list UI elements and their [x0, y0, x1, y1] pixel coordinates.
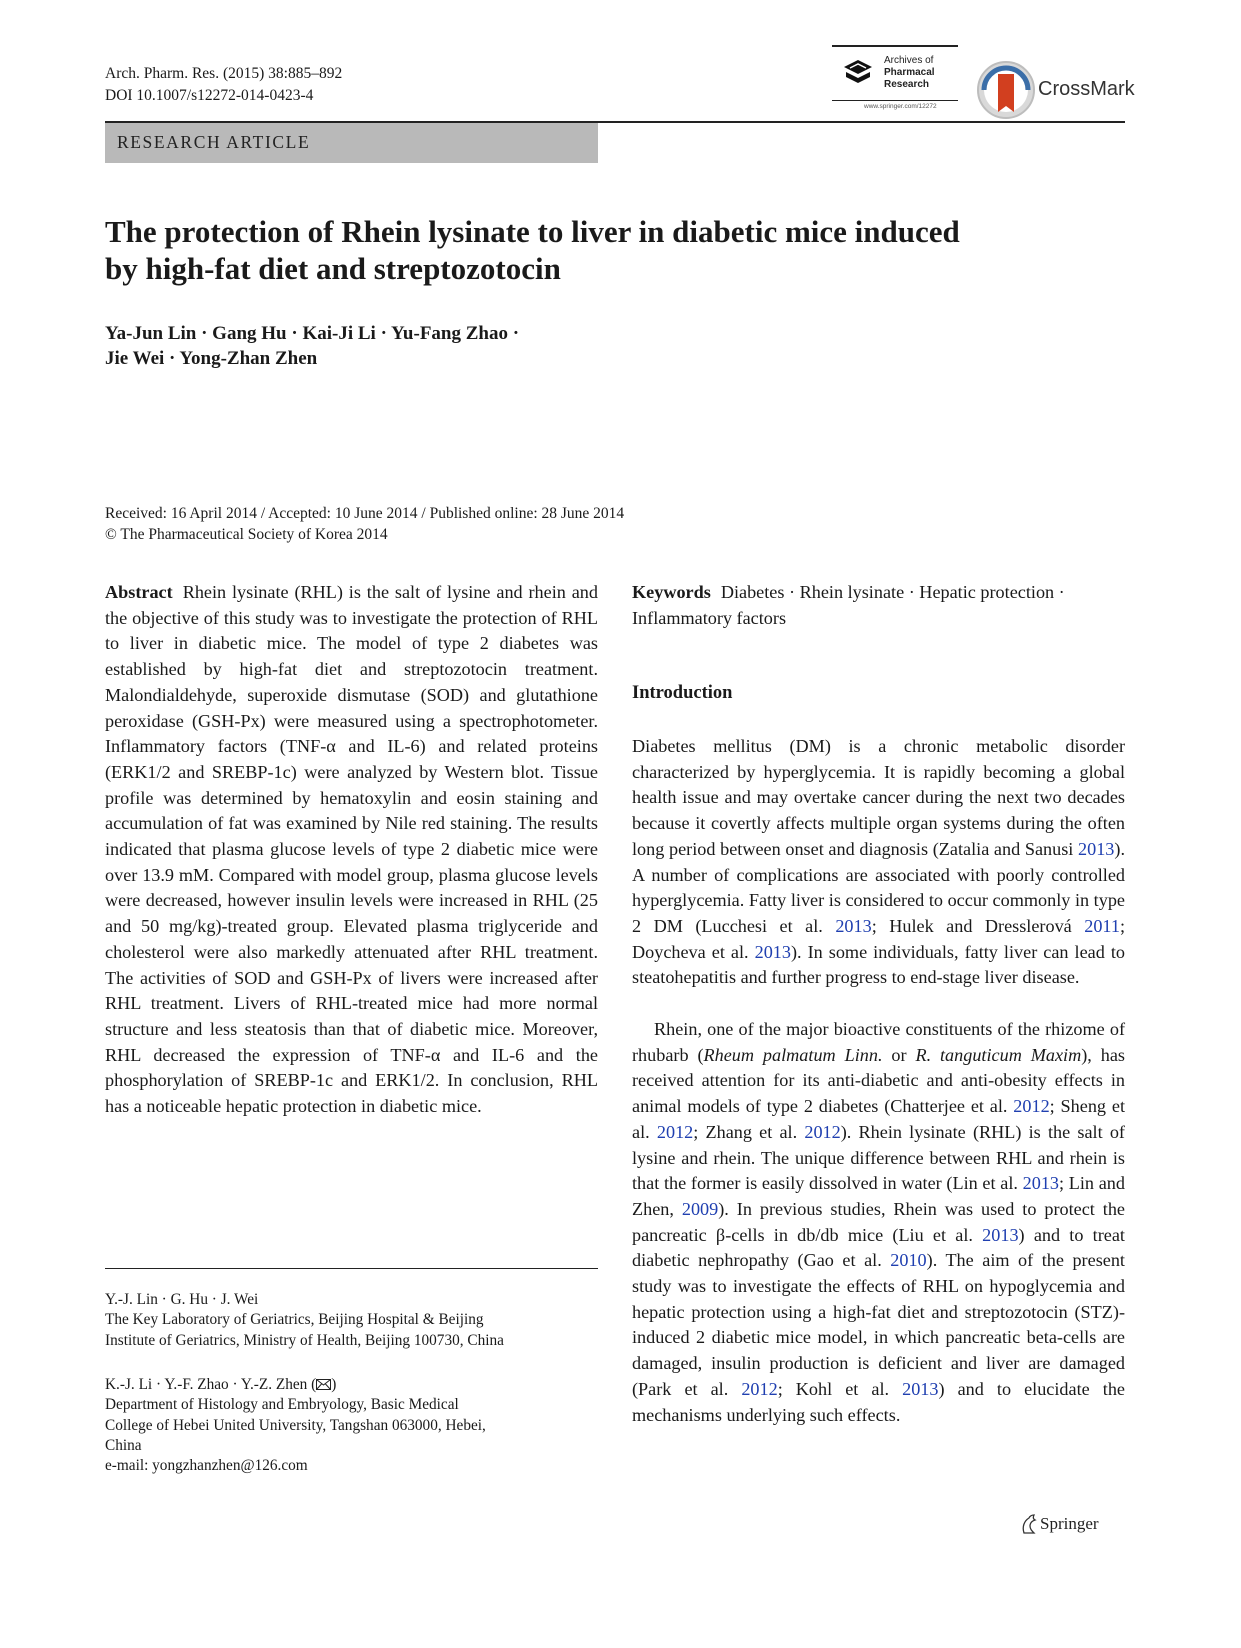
citation-link[interactable]: 2012 — [656, 1121, 694, 1142]
springer-horse-icon — [1020, 1513, 1038, 1535]
intro-paragraph-2 — [632, 1017, 1125, 1428]
journal-logo — [832, 45, 958, 111]
citation-link[interactable]: 2013 — [1022, 1173, 1060, 1194]
keywords — [632, 580, 1125, 631]
text-run: ; Lin and Zhen, — [632, 1173, 1125, 1219]
copyright-notice: © The Pharmaceutical Society of Korea 2014 — [105, 526, 388, 543]
text-run: Diabetes mellitus (DM) is a chronic metabolic disorder characterized by hyperglycemia. It is rapidly becoming a global health issue and may overtake cancer during the next two decades because it covertly affects multiple organ systems during the often long period between onset and diagnosis (Zatalia and Sanusi — [632, 736, 1125, 859]
citation-link[interactable]: 2012 — [1013, 1096, 1050, 1117]
text-run: ; Kohl et al. — [777, 1378, 903, 1399]
citation-link[interactable]: 2013 — [754, 941, 791, 962]
affiliation-1 — [105, 1290, 598, 1351]
article-title-line-2: by high-fat diet and streptozotocin — [105, 251, 561, 286]
citation-link[interactable]: 2013 — [835, 915, 872, 936]
journal-logo-rule-bottom — [832, 100, 958, 101]
text-run: ), has received attention for its anti-diabetic and anti-obesity effects in animal models of type 2 diabetes (Chatterjee et al. — [632, 1044, 1125, 1117]
citation-link[interactable]: 2012 — [804, 1121, 841, 1142]
keywords-text: Diabetes · Rhein lysinate · Hepatic protection · Inflammatory factors — [632, 582, 1065, 628]
text-run: ) and to treat diabetic nephropathy (Gao et al. — [632, 1224, 1125, 1271]
text-run: or — [882, 1044, 916, 1065]
doi: DOI 10.1007/s12272-014-0423-4 — [105, 87, 314, 104]
journal-name — [884, 55, 935, 91]
journal-book-icon — [842, 58, 874, 88]
citation-link[interactable]: 2011 — [1084, 915, 1120, 936]
affiliation-line: Department of Histology and Embryology, Basic Medical — [105, 1396, 459, 1414]
abstract — [105, 580, 598, 1120]
section-heading-introduction: Introduction — [632, 683, 733, 703]
species-name: R. tanguticum Maxim — [915, 1044, 1082, 1065]
text-run: Rhein, one of the major bioactive constituents of the rhizome of rhubarb ( — [632, 1019, 1125, 1065]
intro-paragraph-1 — [632, 734, 1125, 991]
history-dates: Received: 16 April 2014 / Accepted: 10 June 2014 / Published online: 28 June 2014 — [105, 505, 625, 522]
abstract-label: Abstract — [105, 582, 173, 602]
abstract-text: Rhein lysinate (RHL) is the salt of lysine and rhein and the objective of this study was to investigate the protection of RHL to liver in diabetic mice. The model of type 2 diabetes was established by high-fat diet and streptozotocin treatment. Malondialdehyde, superoxide dismutase (SOD) and glutathione peroxidase (GSH-Px) were measured using a spectrophotometer. Inflammatory factors (TNF-α and IL-6) and related proteins (ERK1/2 and SREBP-1c) were analyzed by Western blot. Tissue profile was determined by hematoxylin and eosin staining and accumulation of fat was examined by Nile red staining. The results indicated that plasma glucose levels of type 2 diabetic mice were over 13.9 mM. Compared with model group, plasma glucose levels were decreased, however insulin levels were increased in RHL (25 and 50 mg/kg)-treated group. Elevated plasma triglyceride and cholesterol were also markedly attenuated after RHL treatment. The activities of SOD and GSH-Px of livers were increased after RHL treatment. Livers of RHL-treated mice had more normal structure and less steatosis than that of diabetic mice. Moreover, RHL decreased the expression of TNF-α and IL-6 and the phosphorylation of SREBP-1c and ERK1/2. In conclusion, RHL has a noticeable hepatic protection in diabetic mice. — [105, 582, 598, 1117]
citation-link[interactable]: 2013 — [982, 1224, 1019, 1245]
section-label-bar — [105, 123, 598, 163]
crossmark-icon[interactable] — [976, 60, 1036, 120]
affiliation-line: College of Hebei United University, Tangshan 063000, Hebei, — [105, 1416, 486, 1434]
species-name: Rheum palmatum Linn. — [703, 1044, 883, 1065]
text-run: ; Hulek and Dresslerová — [871, 915, 1085, 936]
journal-logo-rule-top — [832, 45, 958, 47]
journal-name-line-3: Research — [884, 79, 930, 90]
article-title — [105, 213, 1105, 287]
text-run: ). A number of complications are associated with poorly controlled hyperglycemia. Fatty liver is considered to occur commonly in type 2 DM (Lucchesi et al. — [632, 838, 1125, 936]
citation-link[interactable]: 2012 — [741, 1378, 778, 1399]
affiliation-line: China — [105, 1436, 142, 1454]
affiliation-line: Institute of Geriatrics, Ministry of Health, Beijing 100730, China — [105, 1331, 504, 1349]
affiliation-line: The Key Laboratory of Geriatrics, Beijing Hospital & Beijing — [105, 1311, 484, 1329]
affiliation-authors — [105, 1375, 598, 1395]
text-run: ). In some individuals, fatty liver can lead to steatohepatitis and further progress to end-stage liver disease. — [632, 941, 1125, 988]
article-title-line-1: The protection of Rhein lysinate to liver in diabetic mice induced — [105, 214, 960, 249]
author-line-2: Jie Wei · Yong-Zhan Zhen — [105, 348, 318, 369]
footnote-rule — [105, 1268, 598, 1269]
envelope-icon — [316, 1379, 331, 1390]
crossmark-label[interactable]: CrossMark — [1038, 78, 1135, 100]
journal-url[interactable]: www.springer.com/12272 — [864, 103, 937, 110]
author-line-1: Ya-Jun Lin · Gang Hu · Kai-Ji Li · Yu-Fang Zhao · — [105, 323, 520, 344]
journal-name-line-2: Pharmacal — [884, 67, 935, 78]
text-run: ; Sheng et al. — [632, 1096, 1125, 1142]
contact-email[interactable]: e-mail: yongzhanzhen@126.com — [105, 1457, 308, 1475]
text-run: ). The aim of the present study was to investigate the effects of RHL on hypoglycemia and hepatic protection using a high-fat diet and streptozotocin (STZ)-induced 2 diabetic mice model, in which pancreatic beta-cells are damaged, insulin production is deficient and liver are damaged (Park et al. — [632, 1250, 1125, 1399]
text-run: ). Rhein lysinate (RHL) is the salt of lysine and rhein. The unique difference between RHL and rhein is that the former is easily dissolved in water (Lin et al. — [632, 1121, 1125, 1194]
journal-name-line-1: Archives of — [884, 55, 934, 66]
keywords-label: Keywords — [632, 582, 711, 602]
text-run: ; Zhang et al. — [693, 1121, 805, 1142]
affiliation-authors-close: ) — [331, 1376, 337, 1393]
citation-link[interactable]: 2010 — [890, 1250, 927, 1271]
publisher-logo: Springer — [1040, 1514, 1099, 1533]
affiliation-2 — [105, 1375, 598, 1476]
text-run: ; Doycheva et al. — [632, 915, 1125, 962]
citation-link[interactable]: 2009 — [681, 1198, 719, 1219]
author-list — [105, 321, 805, 371]
publication-dates — [105, 503, 1005, 545]
citation-link[interactable]: 2013 — [902, 1378, 939, 1399]
section-label: RESEARCH ARTICLE — [117, 132, 311, 152]
journal-citation: Arch. Pharm. Res. (2015) 38:885–892 — [105, 65, 343, 82]
citation-link[interactable]: 2013 — [1078, 838, 1115, 859]
text-run: ) and to elucidate the mechanisms underlying such effects. — [632, 1378, 1125, 1425]
text-run: ). In previous studies, Rhein was used to protect the pancreatic β-cells in db/db mice (Liu et al. — [632, 1198, 1126, 1245]
affiliation-authors: Y.-J. Lin · G. Hu · J. Wei — [105, 1291, 259, 1308]
affiliation-authors-text: K.-J. Li · Y.-F. Zhao · Y.-Z. Zhen ( — [105, 1376, 317, 1393]
